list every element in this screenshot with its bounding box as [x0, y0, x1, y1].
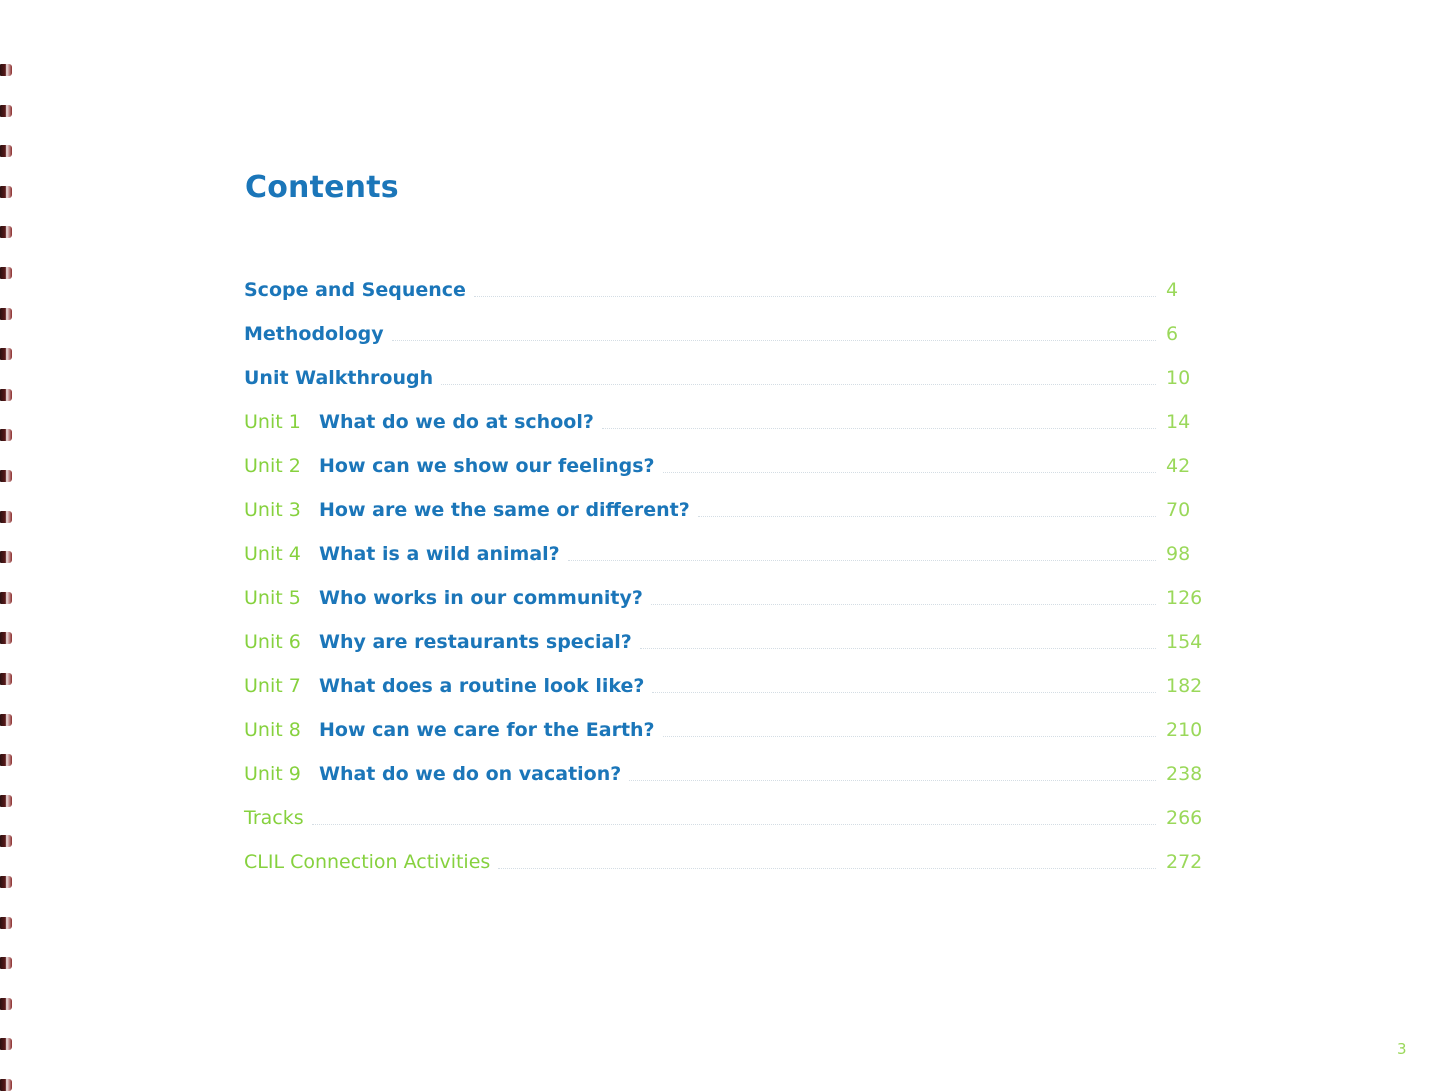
binding-ring: [0, 835, 12, 847]
toc-unit-label: Unit 5: [244, 587, 301, 609]
dot-leader: [629, 780, 1156, 781]
binding-ring: [0, 754, 12, 766]
dot-leader: [498, 868, 1156, 869]
toc-row-methodology[interactable]: [244, 314, 1210, 354]
toc-entry-title: Methodology: [244, 323, 384, 345]
toc-row-unit-walkthrough[interactable]: [244, 358, 1210, 398]
binding-ring: [0, 308, 12, 320]
dot-leader: [663, 736, 1156, 737]
dot-leader: [651, 604, 1156, 605]
toc-entry-title: How are we the same or different?: [319, 499, 690, 521]
page-title: Contents: [245, 170, 399, 205]
binding-ring: [0, 998, 12, 1010]
binding-ring: [0, 917, 12, 929]
toc-page-number: 266: [1166, 807, 1203, 829]
toc-page-number: 238: [1166, 763, 1203, 785]
dot-leader: [568, 560, 1156, 561]
toc-entry-title: What do we do at school?: [319, 411, 594, 433]
dot-leader: [640, 648, 1156, 649]
toc-entry-title: Unit Walkthrough: [244, 367, 434, 389]
toc-unit-label: Unit 4: [244, 543, 301, 565]
dot-leader: [602, 428, 1156, 429]
toc-entry-title: CLIL Connection Activities: [244, 851, 491, 873]
dot-leader: [441, 384, 1156, 385]
binding-ring: [0, 795, 12, 807]
toc-row-unit-6[interactable]: [244, 622, 1210, 662]
binding-ring: [0, 64, 12, 76]
toc-page-number: 14: [1166, 411, 1191, 433]
binding-ring: [0, 592, 12, 604]
binding-ring: [0, 389, 12, 401]
toc-entry-title: Scope and Sequence: [244, 279, 466, 301]
binding-ring: [0, 186, 12, 198]
toc-page-number: 10: [1166, 367, 1191, 389]
toc-entry-title: What does a routine look like?: [319, 675, 645, 697]
binding-ring: [0, 429, 12, 441]
toc-row-unit-8[interactable]: [244, 710, 1210, 750]
toc-entry-title: How can we show our feelings?: [319, 455, 655, 477]
toc-unit-label: Unit 6: [244, 631, 301, 653]
toc-page-number: 42: [1166, 455, 1191, 477]
toc-row-unit-9[interactable]: [244, 754, 1210, 794]
dot-leader: [698, 516, 1156, 517]
toc-row-unit-2[interactable]: [244, 446, 1210, 486]
toc-row-unit-5[interactable]: [244, 578, 1210, 618]
toc-page-number: 98: [1166, 543, 1191, 565]
toc-page-number: 272: [1166, 851, 1203, 873]
toc-page-number: 182: [1166, 675, 1203, 697]
toc-unit-label: Unit 9: [244, 763, 301, 785]
toc-row-scope-and-sequence[interactable]: [244, 270, 1210, 310]
toc-row-unit-1[interactable]: [244, 402, 1210, 442]
toc-entry-title: What is a wild animal?: [319, 543, 560, 565]
toc-page-number: 126: [1166, 587, 1203, 609]
toc-entry-title: Tracks: [244, 807, 304, 829]
toc-entry-title: How can we care for the Earth?: [319, 719, 655, 741]
dot-leader: [652, 692, 1156, 693]
toc-entry-title: Who works in our community?: [319, 587, 643, 609]
toc-unit-label: Unit 7: [244, 675, 301, 697]
toc-unit-label: Unit 2: [244, 455, 301, 477]
binding-ring: [0, 632, 12, 644]
toc-row-tracks[interactable]: [244, 798, 1210, 838]
toc-unit-label: Unit 1: [244, 411, 301, 433]
binding-ring: [0, 226, 12, 238]
binding-ring: [0, 470, 12, 482]
toc-entry-title: What do we do on vacation?: [319, 763, 622, 785]
toc-unit-label: Unit 3: [244, 499, 301, 521]
binding-ring: [0, 673, 12, 685]
dot-leader: [663, 472, 1156, 473]
toc-row-clil-connection-activities[interactable]: [244, 842, 1210, 882]
toc-row-unit-3[interactable]: [244, 490, 1210, 530]
binding-ring: [0, 1079, 12, 1091]
binding-ring: [0, 1038, 12, 1050]
page-number: 3: [1397, 1040, 1407, 1058]
binding-ring: [0, 348, 12, 360]
toc-unit-label: Unit 8: [244, 719, 301, 741]
toc-row-unit-7[interactable]: [244, 666, 1210, 706]
toc-page-number: 210: [1166, 719, 1203, 741]
binding-ring: [0, 267, 12, 279]
binding-ring: [0, 714, 12, 726]
binding-ring: [0, 957, 12, 969]
toc-page-number: 4: [1166, 279, 1179, 301]
toc-page-number: 6: [1166, 323, 1179, 345]
binding-ring: [0, 551, 12, 563]
binding-ring: [0, 105, 12, 117]
binding-ring: [0, 511, 12, 523]
toc-page-number: 154: [1166, 631, 1203, 653]
dot-leader: [312, 824, 1156, 825]
toc-row-unit-4[interactable]: [244, 534, 1210, 574]
toc-entry-title: Why are restaurants special?: [319, 631, 632, 653]
toc-page-number: 70: [1166, 499, 1191, 521]
binding-ring: [0, 145, 12, 157]
dot-leader: [392, 340, 1156, 341]
binding-ring: [0, 876, 12, 888]
spiral-binding: [0, 20, 16, 1065]
dot-leader: [474, 296, 1156, 297]
